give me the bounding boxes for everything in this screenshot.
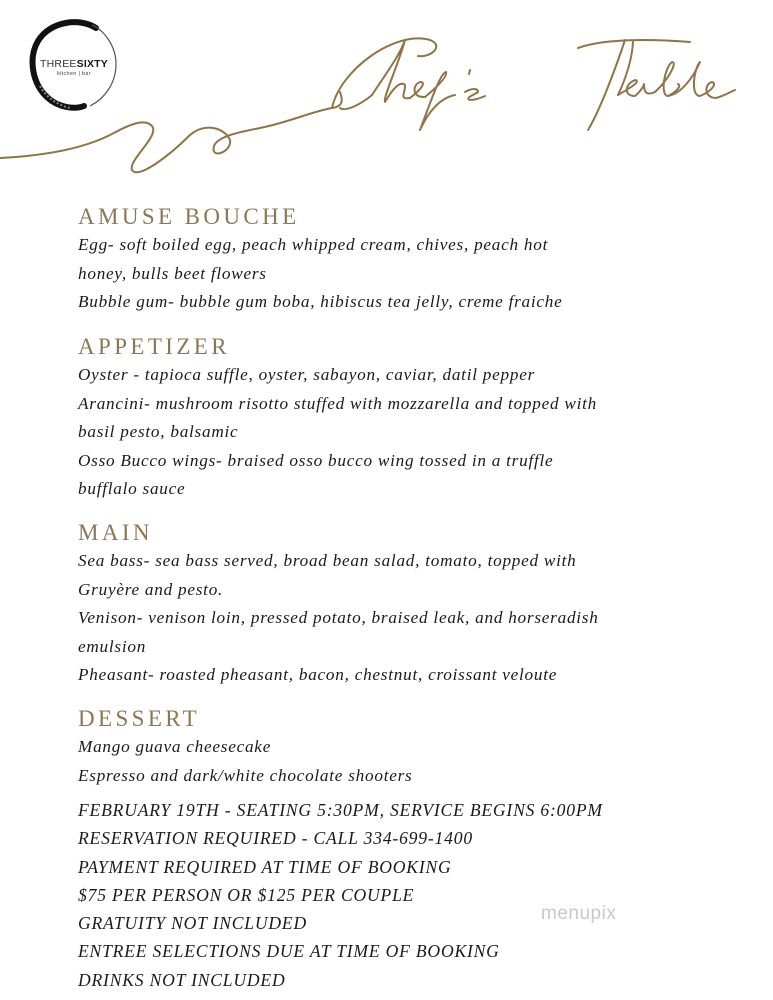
event-date-line: FEBRUARY 19TH - SEATING 5:30PM, SERVICE BEGINS 6:00PM — [78, 800, 603, 820]
chefs-table-script-title-icon — [0, 0, 773, 200]
section-appetizer — [78, 333, 597, 504]
menu-line: Mango guava cheesecake — [78, 737, 272, 756]
section-dessert — [78, 705, 412, 790]
menu-line: Gruyère and pesto. — [78, 579, 224, 599]
section-title: APPETIZER — [78, 334, 230, 359]
menu-line: Arancini- mushroom risotto stuffed with mozzarella and topped with — [78, 393, 597, 413]
menu-line: Pheasant- roasted pheasant, bacon, chestnut, croissant veloute — [78, 665, 558, 684]
gratuity-line: GRATUITY NOT INCLUDED — [78, 913, 307, 934]
menu-line: Espresso and dark/white chocolate shooters — [78, 765, 413, 785]
menu-line: emulsion — [78, 636, 147, 656]
menu-line: Osso Bucco wings- braised osso bucco wing tossed in a truffle — [78, 450, 554, 470]
section-main — [78, 519, 599, 690]
logo-brand-light: THREE — [40, 58, 77, 70]
watermark: menupix — [541, 903, 617, 924]
logo-subtitle: kitchen | bar — [57, 71, 91, 77]
entree-selection-line: ENTREE SELECTIONS DUE AT TIME OF BOOKING — [78, 941, 500, 962]
section-title: AMUSE BOUCHE — [78, 204, 300, 229]
menu-line: Oyster - tapioca suffle, oyster, sabayon, caviar, datil pepper — [78, 365, 536, 384]
menu-line: honey, bulls beet flowers — [78, 263, 267, 283]
drinks-line: DRINKS NOT INCLUDED — [78, 969, 286, 990]
menu-line: basil pesto, balsamic — [78, 422, 239, 441]
menu-line: Bubble gum- bubble gum boba, hibiscus tea jelly, creme fraiche — [78, 292, 563, 311]
header — [0, 0, 773, 200]
page-title — [340, 58, 346, 61]
menu-line: Sea bass- sea bass served, broad bean salad, tomato, topped with — [78, 551, 577, 570]
menu-line: bufflalo sauce — [78, 479, 186, 498]
menu-line: Venison- venison loin, pressed potato, braised leak, and horseradish — [78, 608, 599, 627]
menu-line: Egg- soft boiled egg, peach whipped cream, chives, peach hot — [78, 235, 549, 254]
reservation-line: RESERVATION REQUIRED - CALL 334-699-1400 — [78, 828, 473, 849]
section-amuse-bouche — [78, 203, 563, 317]
logo-brand-bold: SIXTY — [76, 58, 108, 70]
price-line: $75 PER PERSON OR $125 PER COUPLE — [78, 884, 415, 905]
payment-line: PAYMENT REQUIRED AT TIME OF BOOKING — [78, 856, 452, 877]
section-title: DESSERT — [78, 706, 201, 731]
event-info — [78, 796, 603, 994]
section-title: MAIN — [78, 520, 153, 545]
